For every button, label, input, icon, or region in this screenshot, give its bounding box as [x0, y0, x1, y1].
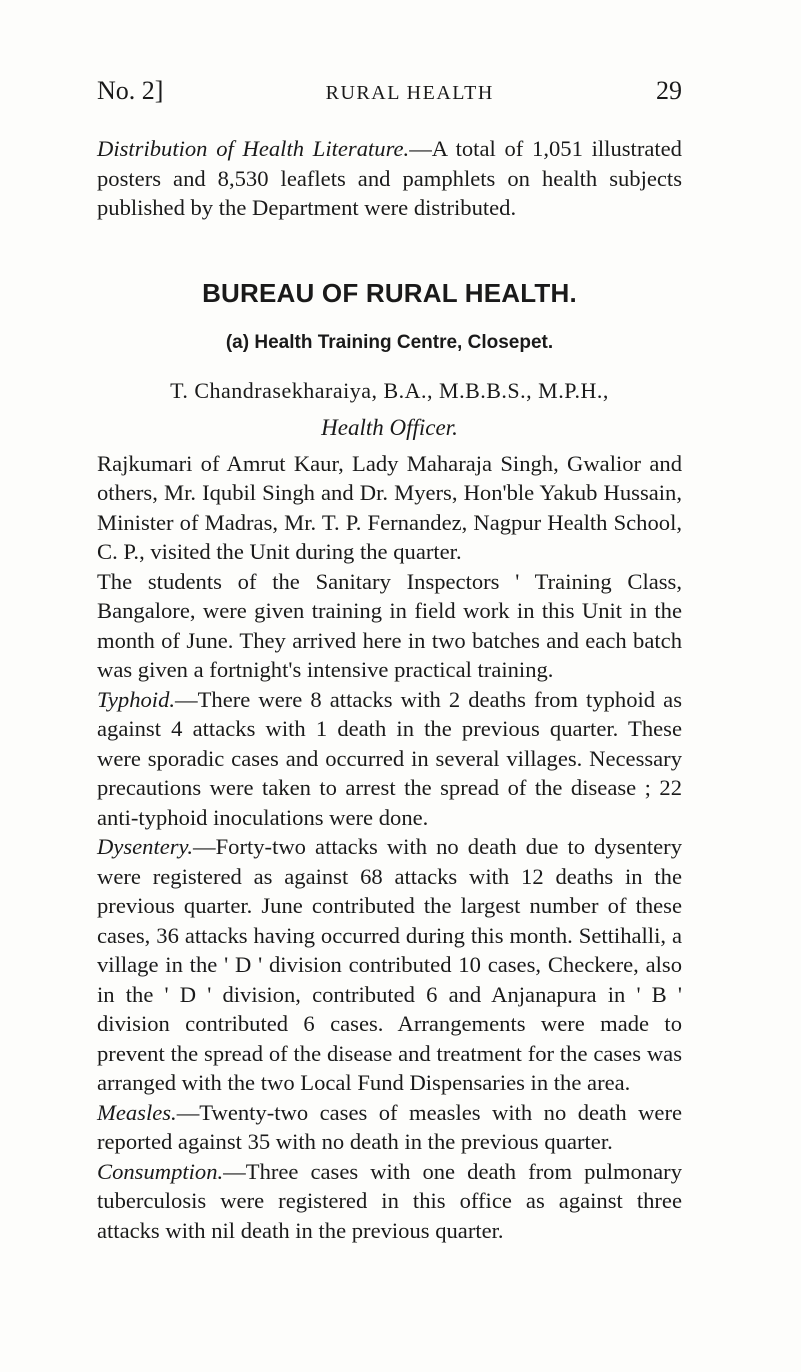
- body-text: [97, 134, 682, 1245]
- consumption-text: —Three cases with one death from pulmonary tuberculosis were registered in this office as against three attacks with nil death in the previous quarter.: [97, 1158, 682, 1243]
- dysentery-text: —Forty-two attacks with no death due to dysentery were registered as against 68 attacks with 12 deaths in the previous quarter. June contributed the largest number of these cases, 36 attacks having occurred during this month. Settihalli, a village in the ' D ' division contributed 10 cases, Checkere, also in the ' D ' division, contributed 6 and Anjanapura in ' B ' division contributed 6 cases. Arrangements were made to prevent the spread of the disease and treatment for the cases was arranged with the two Local Fund Dispensaries in the area.: [97, 834, 682, 1095]
- students-paragraph: The students of the Sanitary Inspectors ' Training Class, Bangalore, were given training in field work in this Unit in the month of June. They arrived here in two batches and each batch was given a fortnight's intensive practical training.: [97, 568, 682, 682]
- distribution-heading: Distribution of Health Literature.: [97, 136, 410, 161]
- running-title: RURAL HEALTH: [325, 82, 494, 104]
- typhoid-text: —There were 8 attacks with 2 deaths from typhoid as against 4 attacks with 1 death in the previous quarter. These were sporadic cases and occurred in several villages. Necessary precautions were taken to arrest the spread of the disease ; 22 anti-typhoid inoculations were done.: [97, 686, 682, 830]
- typhoid-heading: Typhoid.: [97, 686, 176, 712]
- measles-text: —Twenty-two cases of measles with no death were reported against 35 with no death in the previous quarter.: [97, 1099, 682, 1154]
- measles-heading: Measles.: [97, 1099, 177, 1125]
- distribution-paragraph: [97, 134, 682, 223]
- page-number: 29: [656, 76, 682, 105]
- running-header: [97, 76, 682, 106]
- distribution-text: —A total of 1,051 illustrated posters and 8,530 leaflets and pamphlets on health subjects published by the Department were distributed.: [97, 136, 682, 220]
- bureau-subtitle: (a) Health Training Centre, Closepet.: [225, 332, 554, 353]
- consumption-paragraph: [97, 1157, 682, 1246]
- issue-number: No. 2]: [97, 76, 164, 105]
- consumption-heading: Consumption.: [97, 1158, 224, 1184]
- typhoid-paragraph: [97, 685, 682, 833]
- measles-paragraph: [97, 1098, 682, 1157]
- visitors-paragraph: Rajkumari of Amrut Kaur, Lady Maharaja Singh, Gwalior and others, Mr. Iqubil Singh and Dr. Myers, Hon'ble Yakub Hussain, Minister of Madras, Mr. T. P. Fernandez, Nagpur Health School, C. P., visited the Unit during the quarter.: [97, 450, 682, 564]
- dysentery-heading: Dysentery.: [97, 834, 193, 859]
- dysentery-paragraph: [97, 832, 682, 1098]
- officer-name: T. Chandrasekharaiya, B.A., M.B.B.S., M.P.H.,: [170, 377, 609, 403]
- bureau-title: BUREAU OF RURAL HEALTH.: [202, 277, 577, 308]
- officer-title: Health Officer.: [321, 415, 458, 440]
